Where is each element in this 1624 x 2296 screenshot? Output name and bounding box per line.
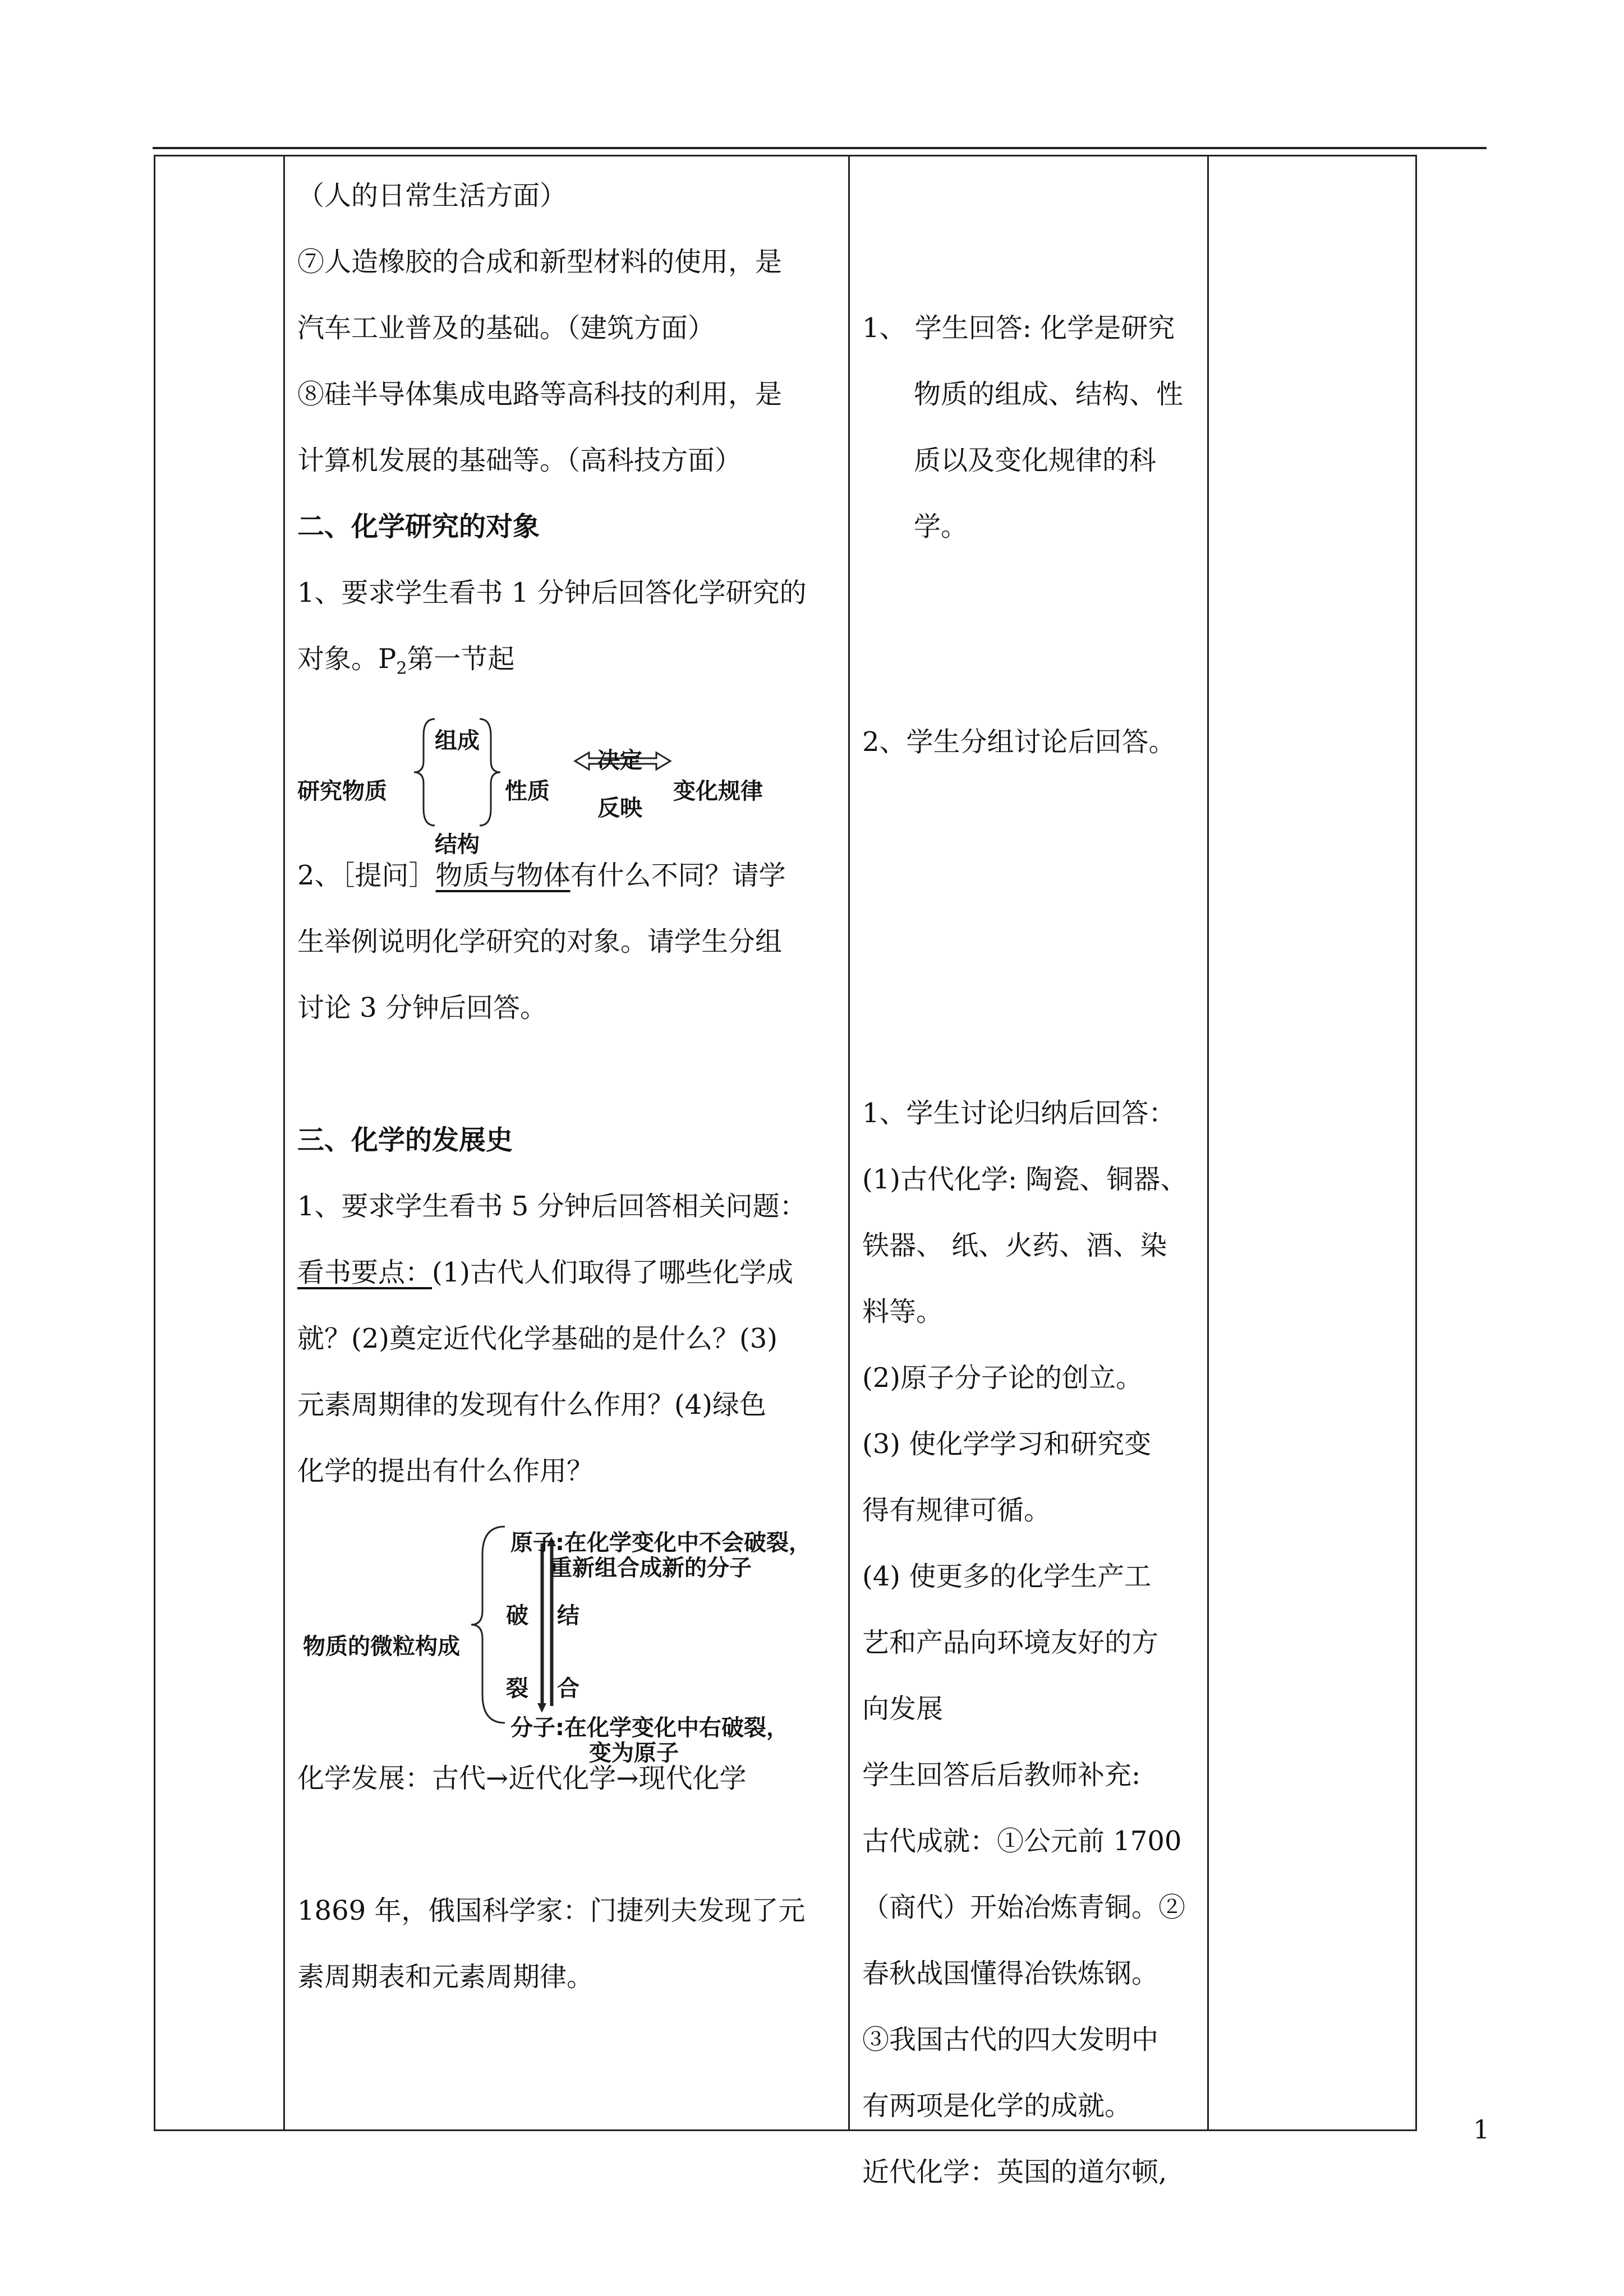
diagram-label: 结 (557, 1602, 579, 1629)
text-line: 近代化学：英国的道尔顿, (862, 2156, 1167, 2188)
page-number: 1 (1473, 2114, 1490, 2145)
text-line: (3) 使化学学习和研究变 (862, 1428, 1152, 1460)
matter-research-diagram (297, 702, 841, 857)
text-line: 元素周期律的发现有什么作用？(4)绿色 (297, 1389, 766, 1421)
text-line: ⑧硅半导体集成电路等高科技的利用，是 (297, 379, 783, 410)
text-line: 看书要点：(1)古代人们取得了哪些化学成 (297, 1256, 794, 1288)
text-line: 2、学生分组讨论后回答。 (862, 726, 1176, 758)
text-line: 就？(2)奠定近代化学基础的是什么？(3) (297, 1322, 778, 1354)
text-line: （商代）开始冶炼青铜。② (862, 1892, 1186, 1923)
text-line: 化学的提出有什么作用？ (297, 1455, 594, 1487)
diagram-label: 重新组合成新的分子 (550, 1555, 752, 1581)
text-line: 物质的组成、结构、性 (914, 379, 1184, 410)
text-line: 1、学生讨论归纳后回答： (862, 1098, 1176, 1129)
text-line: 有两项是化学的成就。 (862, 2090, 1132, 2122)
teacher-content-column (297, 163, 841, 2010)
text-line: (2)原子分子论的创立。 (862, 1362, 1143, 1394)
diagram-label: 裂 (506, 1675, 528, 1702)
header-rule (153, 147, 1487, 149)
text-line: 得有规律可循。 (862, 1495, 1051, 1526)
diagram-label: 合 (557, 1675, 579, 1702)
text-line: 生举例说明化学研究的对象。请学生分组 (297, 925, 783, 957)
diagram-label: 分子:在化学变化中右破裂， (510, 1714, 789, 1741)
column-divider-1 (283, 155, 285, 2131)
text-line: 向发展 (862, 1693, 944, 1725)
diagram-label: 结构 (435, 831, 480, 857)
text-line: 2、［提问］物质与物体有什么不同？请学 (297, 859, 786, 891)
text-line: 春秋战国懂得冶铁炼钢。 (862, 1958, 1159, 1989)
text-line: 学生回答后后教师补充: (862, 1759, 1141, 1791)
column-divider-2 (848, 155, 850, 2131)
text-line: 质以及变化规律的科 (914, 445, 1157, 476)
particle-diagram (297, 1504, 841, 1766)
column-divider-3 (1207, 155, 1209, 2131)
student-activity-column (862, 163, 1199, 2205)
text-line: 化学发展：古代→近代化学→现代化学 (297, 1762, 747, 1794)
diagram-label: 变化规律 (673, 778, 763, 804)
text-line: (4) 使更多的化学生产工 (862, 1561, 1152, 1592)
text-line: 艺和产品向环境友好的方 (862, 1627, 1159, 1658)
text-line: 古代成就：①公元前 1700 (862, 1825, 1182, 1857)
text-line: (1)古代化学: 陶瓷、铜器、 (862, 1164, 1188, 1195)
section-heading-3: 三、化学的发展史 (297, 1124, 513, 1156)
text-line: 素周期表和元素周期律。 (297, 1961, 594, 1993)
diagram-label: 性质 (505, 778, 550, 804)
section-heading-2: 二、化学研究的对象 (297, 511, 540, 542)
text-line: ③我国古代的四大发明中 (862, 2024, 1159, 2055)
text-line: （人的日常生活方面） (297, 180, 567, 211)
text-line: ⑦人造橡胶的合成和新型材料的使用，是 (297, 246, 783, 278)
text-line: 料等。 (862, 1296, 944, 1327)
text-line: 铁器、 纸、火药、酒、染 (862, 1230, 1167, 1261)
text-line: 1、 学生回答: 化学是研究 (862, 312, 1175, 344)
diagram-label: 研究物质 (297, 778, 387, 804)
text-line: 讨论 3 分钟后回答。 (297, 992, 548, 1023)
diagram-label: 组成 (435, 727, 480, 754)
diagram-label: 原子:在化学变化中不会破裂， (510, 1529, 811, 1556)
text-line: 学。 (914, 511, 968, 542)
text-line: 1、要求学生看书 1 分钟后回答化学研究的 (297, 577, 807, 608)
diagram-label: 物质的微粒构成 (303, 1633, 460, 1659)
diagram-label: 变为原子 (589, 1740, 679, 1766)
diagram-label: 反映 (597, 795, 642, 821)
text-line: 对象。$P_2$第一节起 (297, 643, 515, 679)
text-line: 汽车工业普及的基础。（建筑方面） (297, 312, 715, 344)
diagram-label: 破 (506, 1602, 528, 1629)
text-line: 1、要求学生看书 5 分钟后回答相关问题： (297, 1190, 807, 1222)
text-line: 计算机发展的基础等。（高科技方面） (297, 445, 742, 476)
text-line: 1869 年，俄国科学家：门捷列夫发现了元 (297, 1894, 806, 1926)
diagram-label: 决定 (597, 747, 642, 773)
